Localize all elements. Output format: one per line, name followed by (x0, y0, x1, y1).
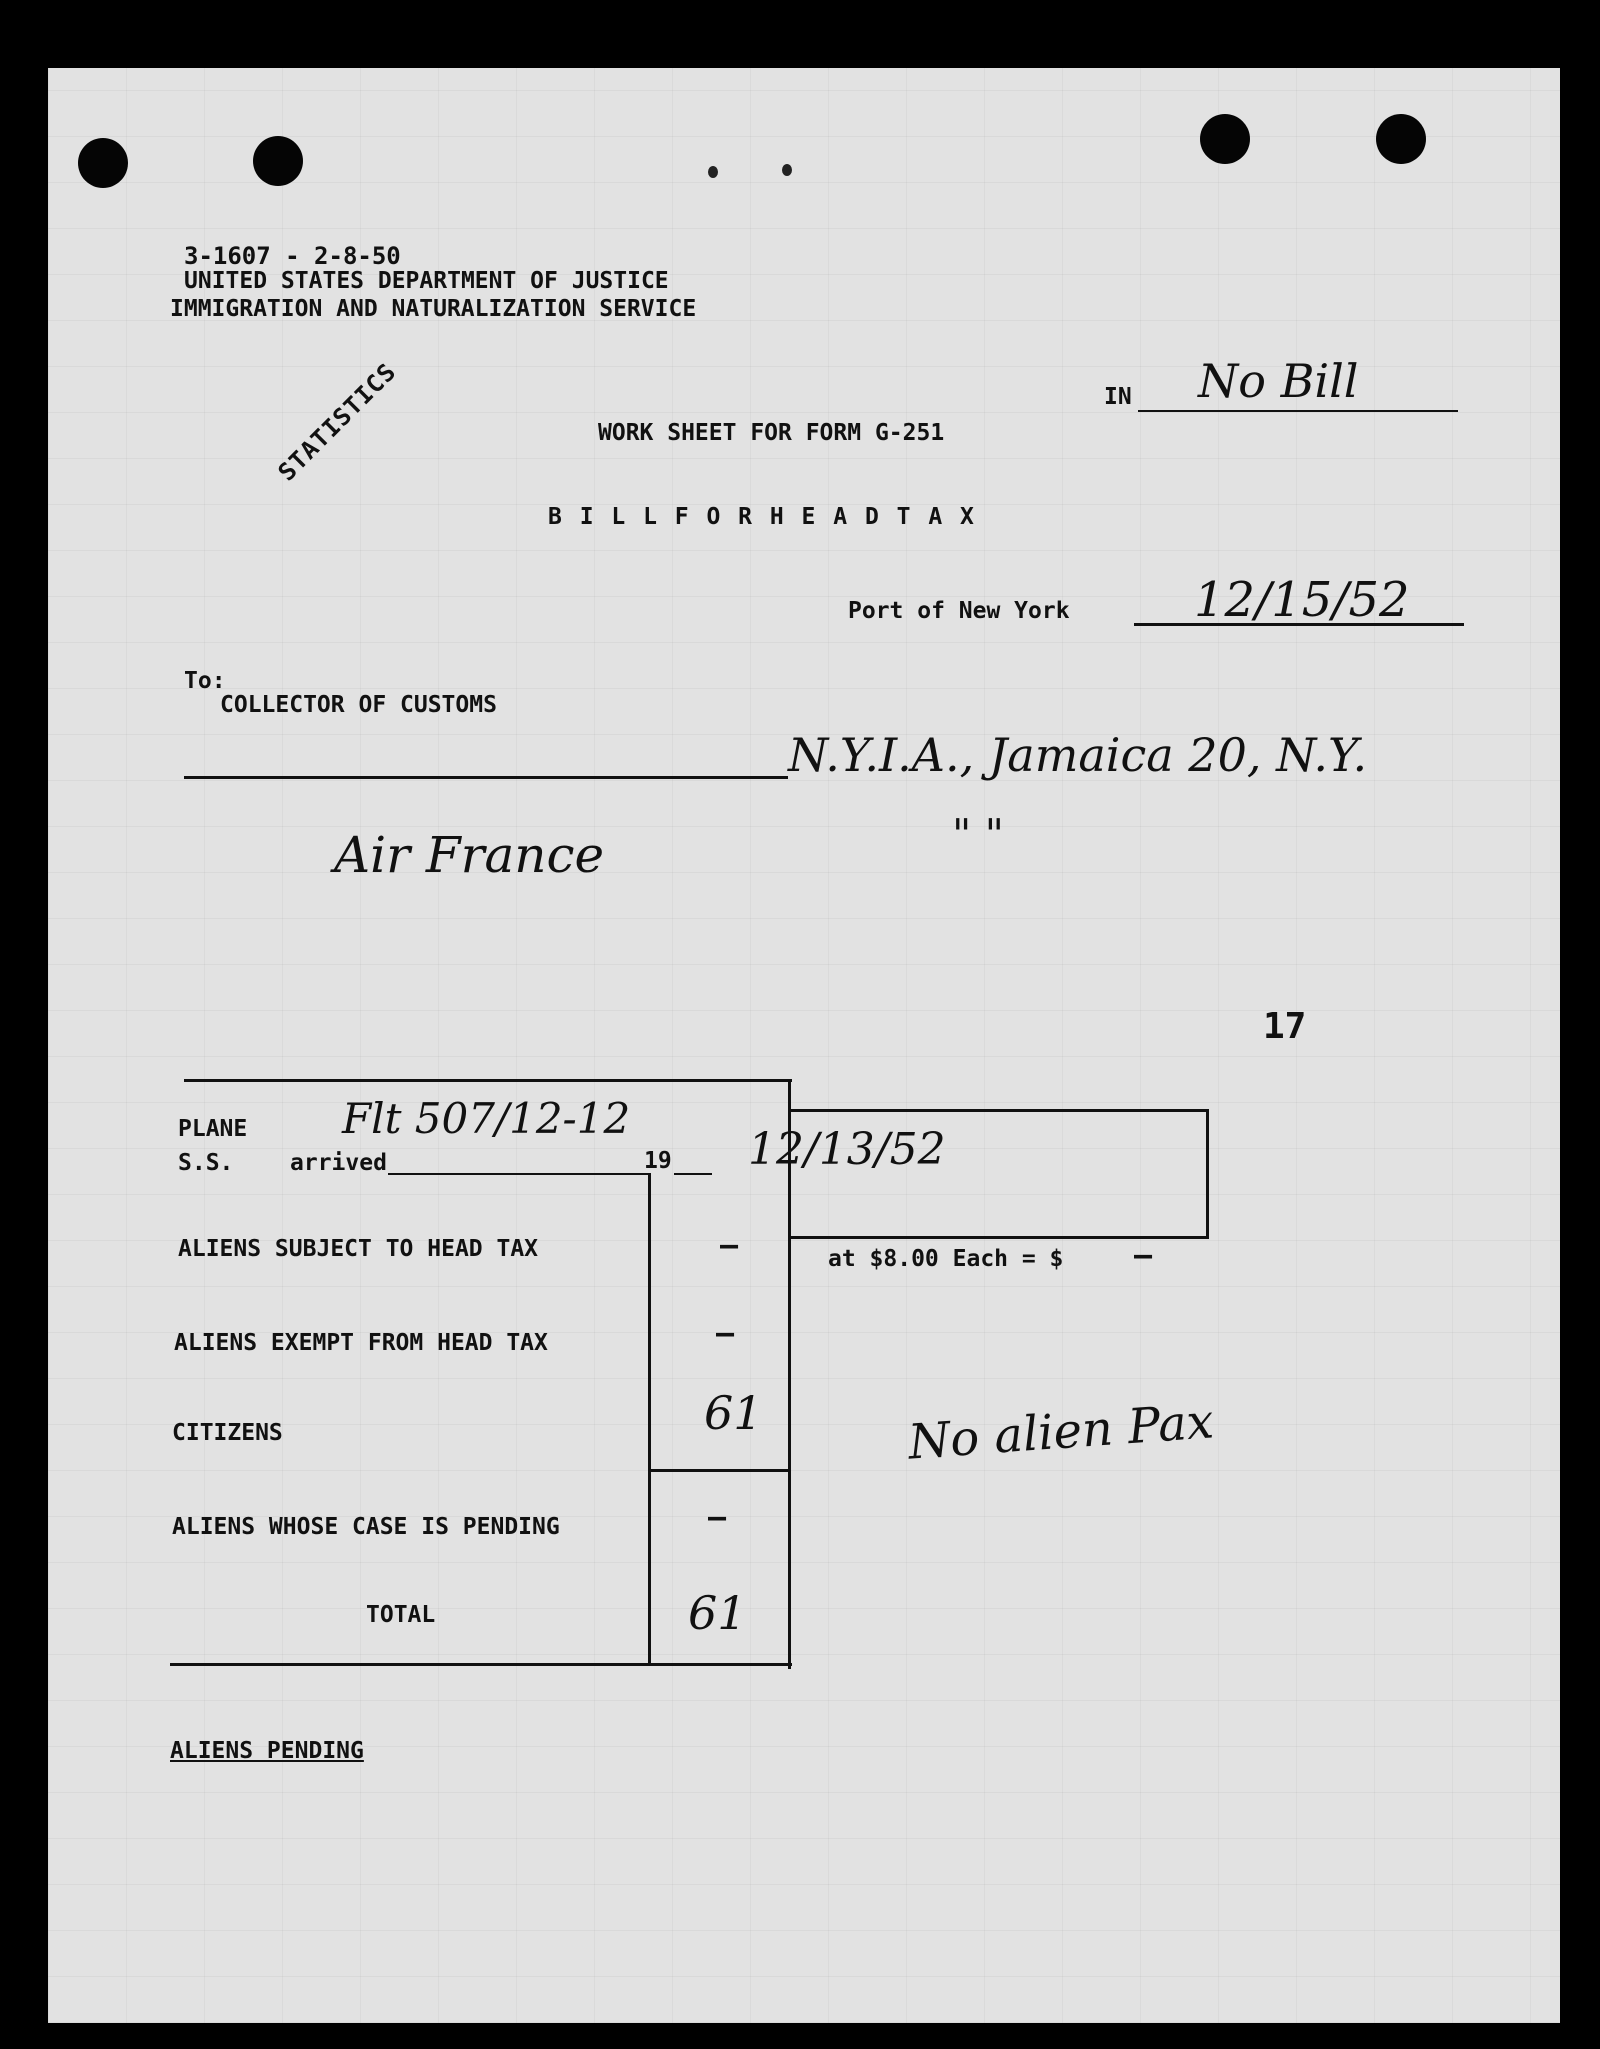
total-label: TOTAL (366, 1602, 436, 1628)
port-date: 12/15/52 (1194, 572, 1410, 628)
statistics-stamp: STATISTICS (272, 357, 402, 487)
amount-value: — (1134, 1238, 1153, 1273)
form-number: 3-1607 - 2-8-50 (184, 242, 401, 270)
in-underline (1138, 410, 1458, 412)
carrier-ditto: " " (952, 810, 1004, 859)
carrier-name: Air France (334, 826, 605, 884)
speck (708, 166, 718, 178)
values-bottom-rule (648, 1469, 790, 1472)
arrived-label: arrived (290, 1150, 387, 1176)
port-label: Port of New York (848, 598, 1070, 624)
value-column-left-rule (648, 1173, 651, 1666)
department-name: UNITED STATES DEPARTMENT OF JUSTICE (184, 268, 669, 294)
total-right-rule (788, 1469, 791, 1669)
service-name: IMMIGRATION AND NATURALIZATION SERVICE (170, 296, 697, 322)
addressee-underline (184, 776, 788, 779)
row-label-citizens: CITIZENS (172, 1420, 283, 1446)
plane-label: PLANE (178, 1116, 248, 1142)
addressee: COLLECTOR OF CUSTOMS (220, 692, 497, 718)
ss-label: S.S. (178, 1150, 234, 1176)
bill-title: B I L L F O R H E A D T A X (548, 504, 976, 530)
location-handwritten: N.Y.I.A., Jamaica 20, N.Y. (788, 728, 1368, 782)
table-bottom-rule (170, 1663, 792, 1666)
arrived-underline (388, 1173, 650, 1175)
rate-text: at $8.00 Each = $ (828, 1246, 1064, 1272)
row-label-pending: ALIENS WHOSE CASE IS PENDING (172, 1514, 560, 1540)
year-underline (674, 1173, 712, 1175)
to-label: To: (184, 668, 226, 694)
rate-box-top (790, 1109, 1208, 1112)
in-value: No Bill (1198, 354, 1359, 408)
page-number: 17 (1263, 1006, 1307, 1047)
row-value-exempt: — (716, 1316, 735, 1351)
punch-hole (1200, 114, 1250, 164)
aliens-pending-label: ALIENS PENDING (170, 1738, 364, 1764)
row-value-subject: — (720, 1228, 739, 1263)
speck (782, 164, 792, 176)
flight-number: Flt 507/12-12 (342, 1094, 631, 1143)
punch-hole (1376, 114, 1426, 164)
row-label-subject: ALIENS SUBJECT TO HEAD TAX (178, 1236, 539, 1262)
rate-box-right (1206, 1109, 1209, 1239)
punch-hole (78, 138, 128, 188)
total-value: 61 (688, 1586, 747, 1640)
year-prefix: 19 (644, 1148, 672, 1174)
in-label: IN (1104, 384, 1132, 410)
arrival-date: 12/13/52 (748, 1124, 946, 1175)
document-page (48, 68, 1560, 2023)
row-value-pending: — (708, 1500, 727, 1535)
row-value-citizens: 61 (704, 1386, 763, 1440)
work-sheet-title: WORK SHEET FOR FORM G-251 (598, 420, 945, 446)
table-top-rule (184, 1079, 792, 1082)
no-alien-note: No alien Pax (906, 1393, 1216, 1471)
punch-hole (253, 136, 303, 186)
row-label-exempt: ALIENS EXEMPT FROM HEAD TAX (174, 1330, 548, 1356)
